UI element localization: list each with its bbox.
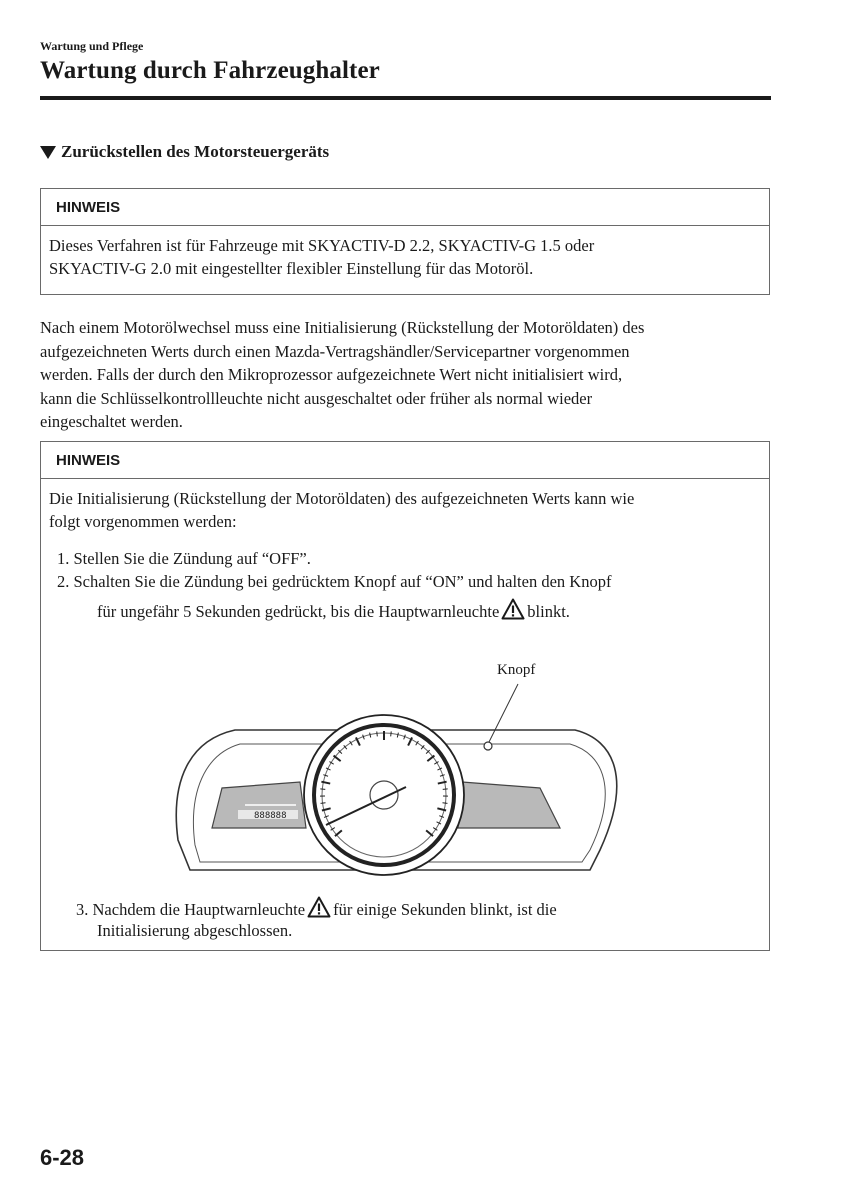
step-2-line-1: 2. Schalten Sie die Zündung bei gedrücktem Knopf auf “ON” und halten den Knopf bbox=[57, 572, 612, 591]
note-text-line: SKYACTIV-G 2.0 mit eingestellter flexibler Einstellung für das Motoröl. bbox=[49, 259, 534, 278]
reset-knob bbox=[484, 742, 492, 750]
paragraph-line: werden. Falls der durch den Mikroprozessor aufgezeichnete Wert nicht initialisiert wird, bbox=[40, 365, 623, 384]
odometer-digits: 888888 bbox=[254, 811, 287, 821]
paragraph-line: aufgezeichneten Werts durch einen Mazda-Vertragshändler/Servicepartner vorgenommen bbox=[40, 341, 630, 361]
step-3-line-2: Initialisierung abgeschlossen. bbox=[97, 921, 293, 940]
paragraph-line: Nach einem Motorölwechsel muss eine Initialisierung (Rückstellung der Motoröldaten) des bbox=[40, 318, 645, 337]
note-label: HINWEIS bbox=[41, 189, 769, 226]
page-title: Wartung durch Fahrzeughalter bbox=[40, 57, 380, 84]
note-text-line: Dieses Verfahren ist für Fahrzeuge mit SKYACTIV-D 2.2, SKYACTIV-G 1.5 oder bbox=[49, 236, 595, 255]
page-number: 6-28 bbox=[40, 1145, 85, 1170]
paragraph-line: eingeschaltet werden. bbox=[40, 412, 183, 431]
speedometer-tick bbox=[442, 803, 447, 804]
step-text: 3. Nachdem die Hauptwarnleuchte bbox=[76, 900, 306, 919]
note-text-line: Die Initialisierung (Rückstellung der Motoröldaten) des aufgezeichneten Werts kann wie bbox=[49, 489, 635, 508]
warning-triangle-icon bbox=[307, 896, 331, 924]
step-text: für ungefähr 5 Sekunden gedrückt, bis die Hauptwarnleuchte bbox=[97, 602, 500, 621]
note-label: HINWEIS bbox=[41, 442, 769, 479]
speedometer-tick bbox=[321, 803, 326, 804]
right-display bbox=[458, 782, 560, 828]
subheading-text: Zurückstellen des Motorsteuergeräts bbox=[61, 142, 330, 161]
section-label: Wartung und Pflege bbox=[40, 39, 144, 53]
speedometer-tick bbox=[377, 731, 378, 736]
needle-hub bbox=[370, 781, 398, 809]
step-text: für einige Sekunden blinkt, ist die bbox=[333, 900, 557, 919]
speedometer-tick bbox=[391, 731, 392, 736]
paragraph-line: kann die Schlüsselkontrollleuchte nicht ausgeschaltet oder früher als normal wieder bbox=[40, 388, 593, 408]
step-1: 1. Stellen Sie die Zündung auf “OFF”. bbox=[57, 549, 311, 568]
step-text: blinkt. bbox=[527, 602, 570, 621]
knopf-callout-label: Knopf bbox=[497, 662, 536, 678]
callout-leader-line bbox=[488, 684, 518, 744]
note-text-line: folgt vorgenommen werden: bbox=[49, 512, 237, 531]
